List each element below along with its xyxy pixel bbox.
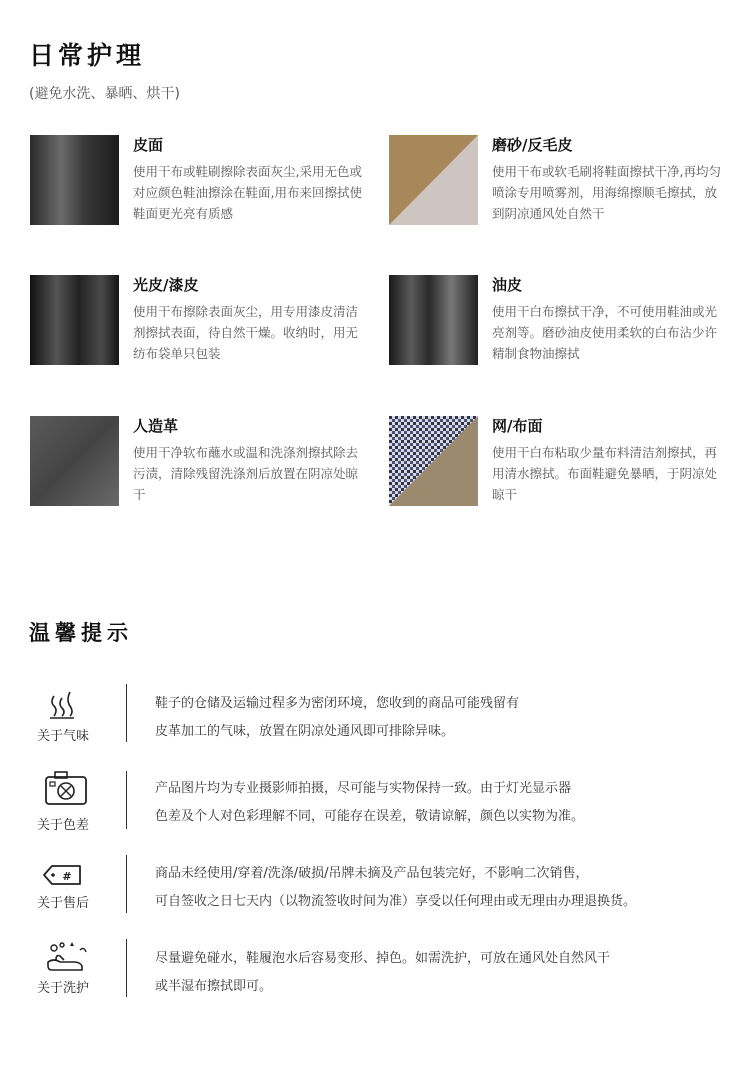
svg-text:#: # [62,870,72,883]
care-item-mesh-fabric [389,416,725,506]
care-item-leather [30,135,366,225]
synthetic-leather-swatch [30,416,119,506]
care-desc: 使用干净软布蘸水或温和洗涤剂擦拭除去污渍，清除残留洗涤剂后放置在阴凉处晾干 [133,445,359,502]
tip-line: 产品图片均为专业摄影师拍摄，尽可能与实物保持一致。由于灯光显示器 [155,781,572,796]
tip-line: 鞋子的仓储及运输过程多为密闭环境，您收到的商品可能残留有 [155,696,520,711]
tip-label-odor: 关于气味 [37,729,90,744]
tip-line: 可自签收之日七天内（以物流签收时间为准）享受以任何理由或无理由办理退换货。 [155,894,637,909]
leather-swatch [30,135,119,225]
tip-text-washing [155,945,715,1001]
care-desc: 使用干布或鞋刷擦除表面灰尘,采用无色或对应颜色鞋油擦涂在鞋面,用布来回擦拭使鞋面更光亮有质感 [133,164,362,221]
tip-text-color [155,775,715,831]
care-name: 网/布面 [492,417,543,435]
tip-line: 商品未经使用/穿着/洗涤/破损/吊牌未摘及产品包装完好，不影响二次销售， [155,866,589,881]
camera-icon [40,770,96,806]
tip-text-after-sales [155,860,715,916]
tip-line: 或半湿布擦拭即可。 [155,979,273,994]
care-name: 皮面 [133,136,164,154]
care-item-synthetic-leather [30,416,366,506]
tip-text-odor [155,690,715,746]
care-desc: 使用干白布擦拭干净，不可使用鞋油或光亮剂等。磨砂油皮使用柔软的白布沾少许精制食物油擦拭 [492,304,718,361]
care-name: 油皮 [492,276,523,294]
tip-label-washing: 关于洗护 [37,981,90,996]
mesh-fabric-swatch [389,416,478,506]
care-desc: 使用干白布粘取少量布料清洁剂擦拭，再用清水擦拭。布面鞋避免暴晒，于阴凉处晾干 [492,445,718,502]
tip-divider [126,939,127,997]
tip-line: 皮革加工的气味，放置在阴凉处通风即可排除异味。 [155,724,455,739]
page-subtitle: (避免水洗、暴晒、烘干) [29,86,180,102]
care-item-patent-leather [30,275,366,365]
tip-line: 色差及个人对色彩理解不同，可能存在误差，敬请谅解，颜色以实物为准。 [155,809,585,824]
patent-leather-swatch [30,275,119,365]
hand-wash-icon [40,940,96,976]
tip-label-color: 关于色差 [37,818,90,833]
care-item-suede [389,135,725,225]
tag-icon [40,858,96,894]
page-title: 日常护理 [29,41,146,70]
care-desc: 使用干布或软毛刷将鞋面擦拭干净,再均匀喷涂专用喷雾剂，用海绵擦顺毛擦拭，放到阴凉通风处自然干 [492,164,721,221]
suede-swatch [389,135,478,225]
care-name: 光皮/漆皮 [133,276,199,294]
tips-title: 温馨提示 [29,621,133,645]
care-name: 磨砂/反毛皮 [492,136,573,154]
oil-leather-swatch [389,275,478,365]
tip-divider [126,855,127,913]
odor-icon [40,688,96,724]
care-name: 人造革 [133,417,179,435]
tip-label-after-sales: 关于售后 [37,896,90,911]
tip-line: 尽量避免碰水，鞋履泡水后容易变形、掉色。如需洗护，可放在通风处自然风干 [155,951,611,966]
tip-divider [126,684,127,742]
care-item-oil-leather [389,275,725,365]
tip-divider [126,771,127,829]
care-desc: 使用干布擦除表面灰尘，用专用漆皮清洁剂擦拭表面，待自然干燥。收纳时，用无纺布袋单只包装 [133,304,359,361]
